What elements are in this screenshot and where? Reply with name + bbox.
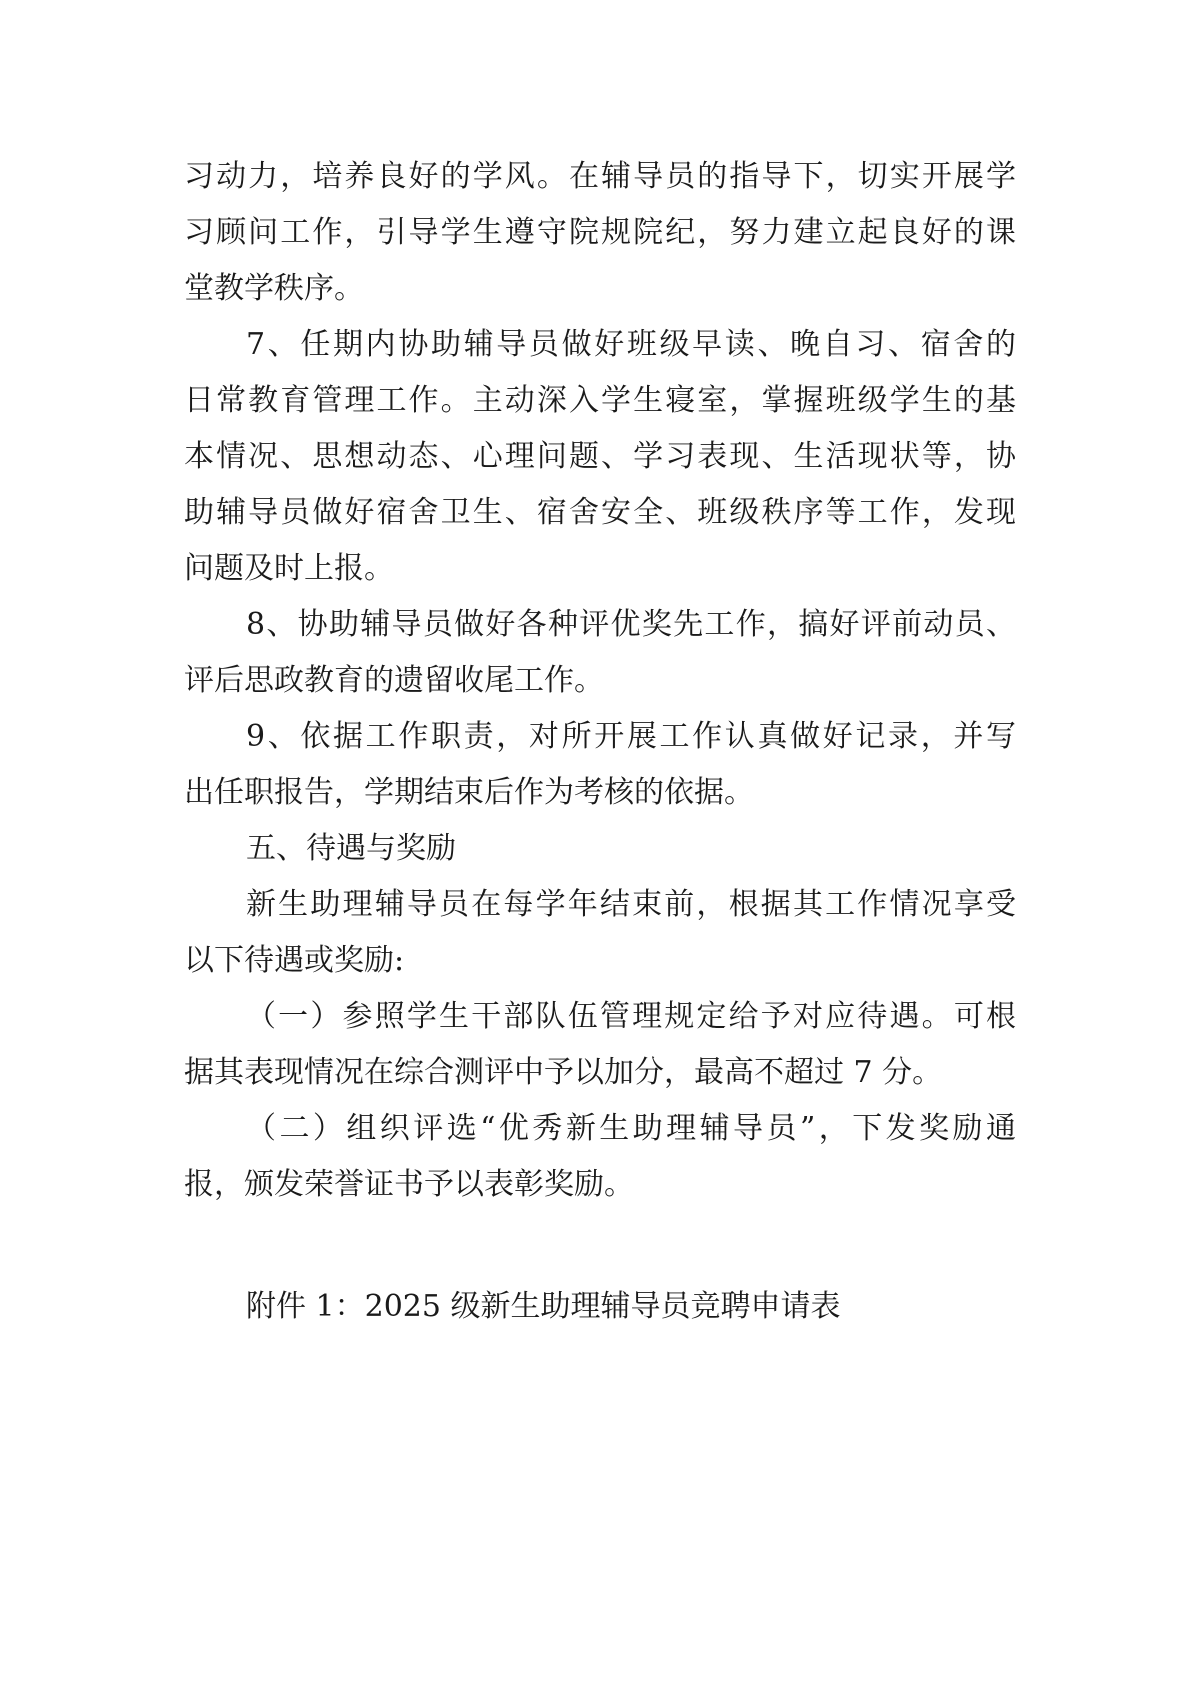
item-7-line-4: 助辅导员做好宿舍卫生、宿舍安全、班级秩序等工作，发现: [184, 495, 1016, 530]
item-7-line-2: 日常教育管理工作。主动深入学生寝室，掌握班级学生的基: [184, 383, 1016, 418]
item-9-line-1: 9、依据工作职责，对所开展工作认真做好记录，并写: [246, 719, 1016, 754]
benefit-2-line-1: （二）组织评选“优秀新生助理辅导员”，下发奖励通: [246, 1111, 1016, 1146]
item-9-line-2: 出任职报告，学期结束后作为考核的依据。: [184, 775, 754, 810]
benefits-intro-line-1: 新生助理辅导员在每学年结束前，根据其工作情况享受: [246, 887, 1016, 922]
benefits-intro-line-2: 以下待遇或奖励:: [184, 943, 405, 978]
benefit-1-line-2: 据其表现情况在综合测评中予以加分，最高不超过 7 分。: [184, 1055, 943, 1090]
item-8-line-2: 评后思政教育的遗留收尾工作。: [184, 663, 604, 698]
attachment-note: 附件 1：2025 级新生助理辅导员竞聘申请表: [246, 1289, 841, 1324]
item-7-line-5: 问题及时上报。: [184, 551, 394, 586]
benefit-2-line-2: 报，颁发荣誉证书予以表彰奖励。: [184, 1167, 634, 1202]
item-7-line-3: 本情况、思想动态、心理问题、学习表现、生活现状等，协: [184, 439, 1016, 474]
paragraph-line-1: 习动力，培养良好的学风。在辅导员的指导下，切实开展学: [184, 159, 1016, 194]
item-8-line-1: 8、协助辅导员做好各种评优奖先工作，搞好评前动员、: [246, 607, 1016, 642]
benefit-1-line-1: （一）参照学生干部队伍管理规定给予对应待遇。可根: [246, 999, 1016, 1034]
item-7-line-1: 7、任期内协助辅导员做好班级早读、晚自习、宿舍的: [246, 327, 1016, 362]
section-heading-benefits: 五、待遇与奖励: [246, 831, 456, 866]
paragraph-line-2: 习顾问工作，引导学生遵守院规院纪，努力建立起良好的课: [184, 215, 1016, 250]
paragraph-line-3: 堂教学秩序。: [184, 271, 364, 306]
